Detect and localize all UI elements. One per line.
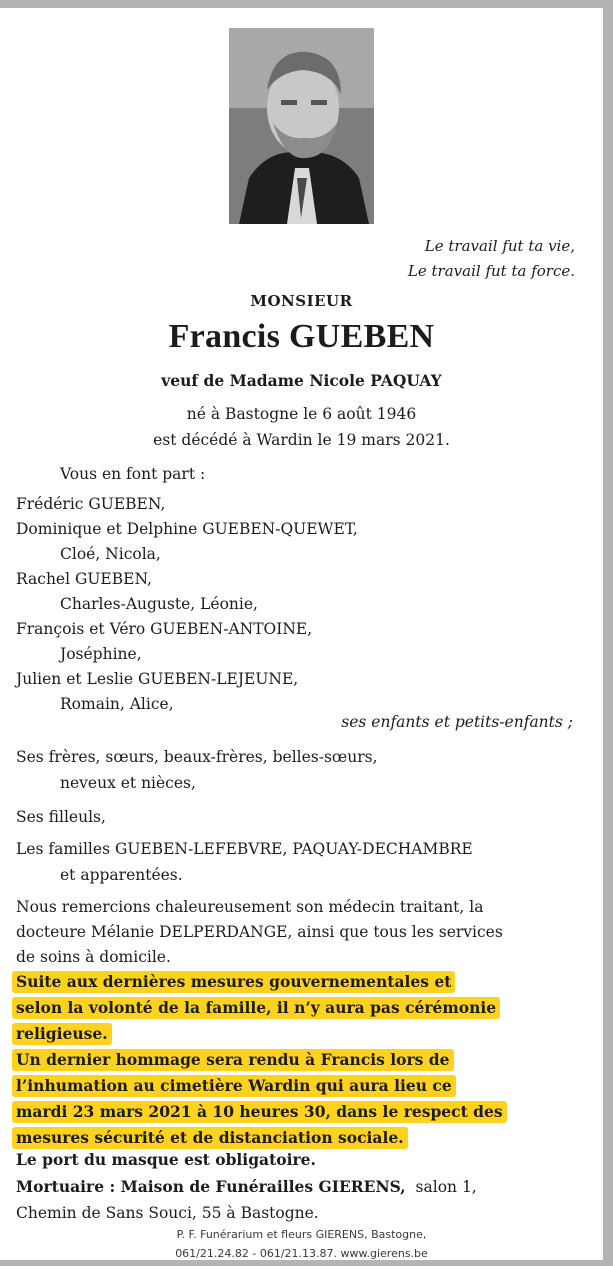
mortuary-block	[16, 1174, 477, 1226]
funeral-home-footer	[0, 1225, 603, 1263]
motto-quote	[408, 234, 575, 284]
siblings-line: neveux et nièces,	[60, 774, 196, 792]
families-block	[16, 836, 473, 888]
ceremony-notice	[12, 969, 500, 1047]
family-line: Romain, Alice,	[60, 695, 174, 713]
footer-line: P. F. Funérarium et fleurs GIERENS, Bastogne,	[176, 1228, 427, 1241]
spouse-line: veuf de Madame Nicole PAQUAY	[161, 371, 442, 390]
families-line: et apparentées.	[60, 866, 183, 884]
notice-line: Suite aux dernières mesures gouvernementales et	[12, 971, 455, 993]
family-line: Charles-Auguste, Léonie,	[60, 595, 258, 613]
notice-line: religieuse.	[12, 1023, 112, 1045]
death-line: est décédé à Wardin le 19 mars 2021.	[153, 431, 450, 449]
motto-line-2: Le travail fut ta force.	[407, 262, 575, 280]
siblings-block	[16, 744, 378, 796]
announce-line: Vous en font part :	[60, 465, 206, 483]
thanks-line: de soins à domicile.	[16, 948, 171, 966]
mortuary-address: Chemin de Sans Souci, 55 à Bastogne.	[16, 1204, 319, 1222]
portrait-photo	[229, 28, 374, 224]
families-line: Les familles GUEBEN-LEFEBVRE, PAQUAY-DECHAMBRE	[16, 840, 473, 858]
children-label: ses enfants et petits-enfants ;	[341, 713, 573, 731]
mortuary-room: salon 1,	[415, 1178, 477, 1196]
family-line: Frédéric GUEBEN,	[16, 495, 166, 513]
family-line: Cloé, Nicola,	[60, 545, 161, 563]
deceased-name: Francis GUEBEN	[168, 318, 435, 355]
family-line: Julien et Leslie GUEBEN-LEJEUNE,	[16, 670, 299, 688]
notice-line: mesures sécurité et de distanciation sociale.	[12, 1127, 408, 1149]
footer-line: 061/21.24.82 - 061/21.13.87. www.gierens.be	[175, 1247, 428, 1260]
thanks-line: docteure Mélanie DELPERDANGE, ainsi que tous les services	[16, 923, 503, 941]
thanks-line: Nous remercions chaleureusement son médecin traitant, la	[16, 898, 484, 916]
family-line: François et Véro GUEBEN-ANTOINE,	[16, 620, 313, 638]
notice-line: selon la volonté de la famille, il n’y aura pas cérémonie	[12, 997, 500, 1019]
family-line: Dominique et Delphine GUEBEN-QUEWET,	[16, 520, 358, 538]
siblings-line: Ses frères, sœurs, beaux-frères, belles-sœurs,	[16, 748, 378, 766]
family-line: Joséphine,	[60, 645, 142, 663]
salutation: MONSIEUR	[250, 292, 353, 310]
thanks-block	[16, 895, 503, 970]
mask-notice: Le port du masque est obligatoire.	[16, 1150, 316, 1169]
notice-line: l’inhumation au cimetière Wardin qui aura lieu ce	[12, 1075, 456, 1097]
life-dates	[0, 401, 603, 453]
notice-line: mardi 23 mars 2021 à 10 heures 30, dans le respect des	[12, 1101, 507, 1123]
birth-line: né à Bastogne le 6 août 1946	[186, 405, 417, 423]
family-line: Rachel GUEBEN,	[16, 570, 152, 588]
motto-line-1: Le travail fut ta vie,	[424, 237, 575, 255]
mortuary-label: Mortuaire : Maison de Funérailles GIERENS,	[16, 1177, 406, 1196]
notice-line: Un dernier hommage sera rendu à Francis lors de	[12, 1049, 454, 1071]
tribute-notice	[12, 1047, 507, 1151]
godchildren-line: Ses filleuls,	[16, 808, 106, 826]
family-list	[16, 492, 358, 717]
